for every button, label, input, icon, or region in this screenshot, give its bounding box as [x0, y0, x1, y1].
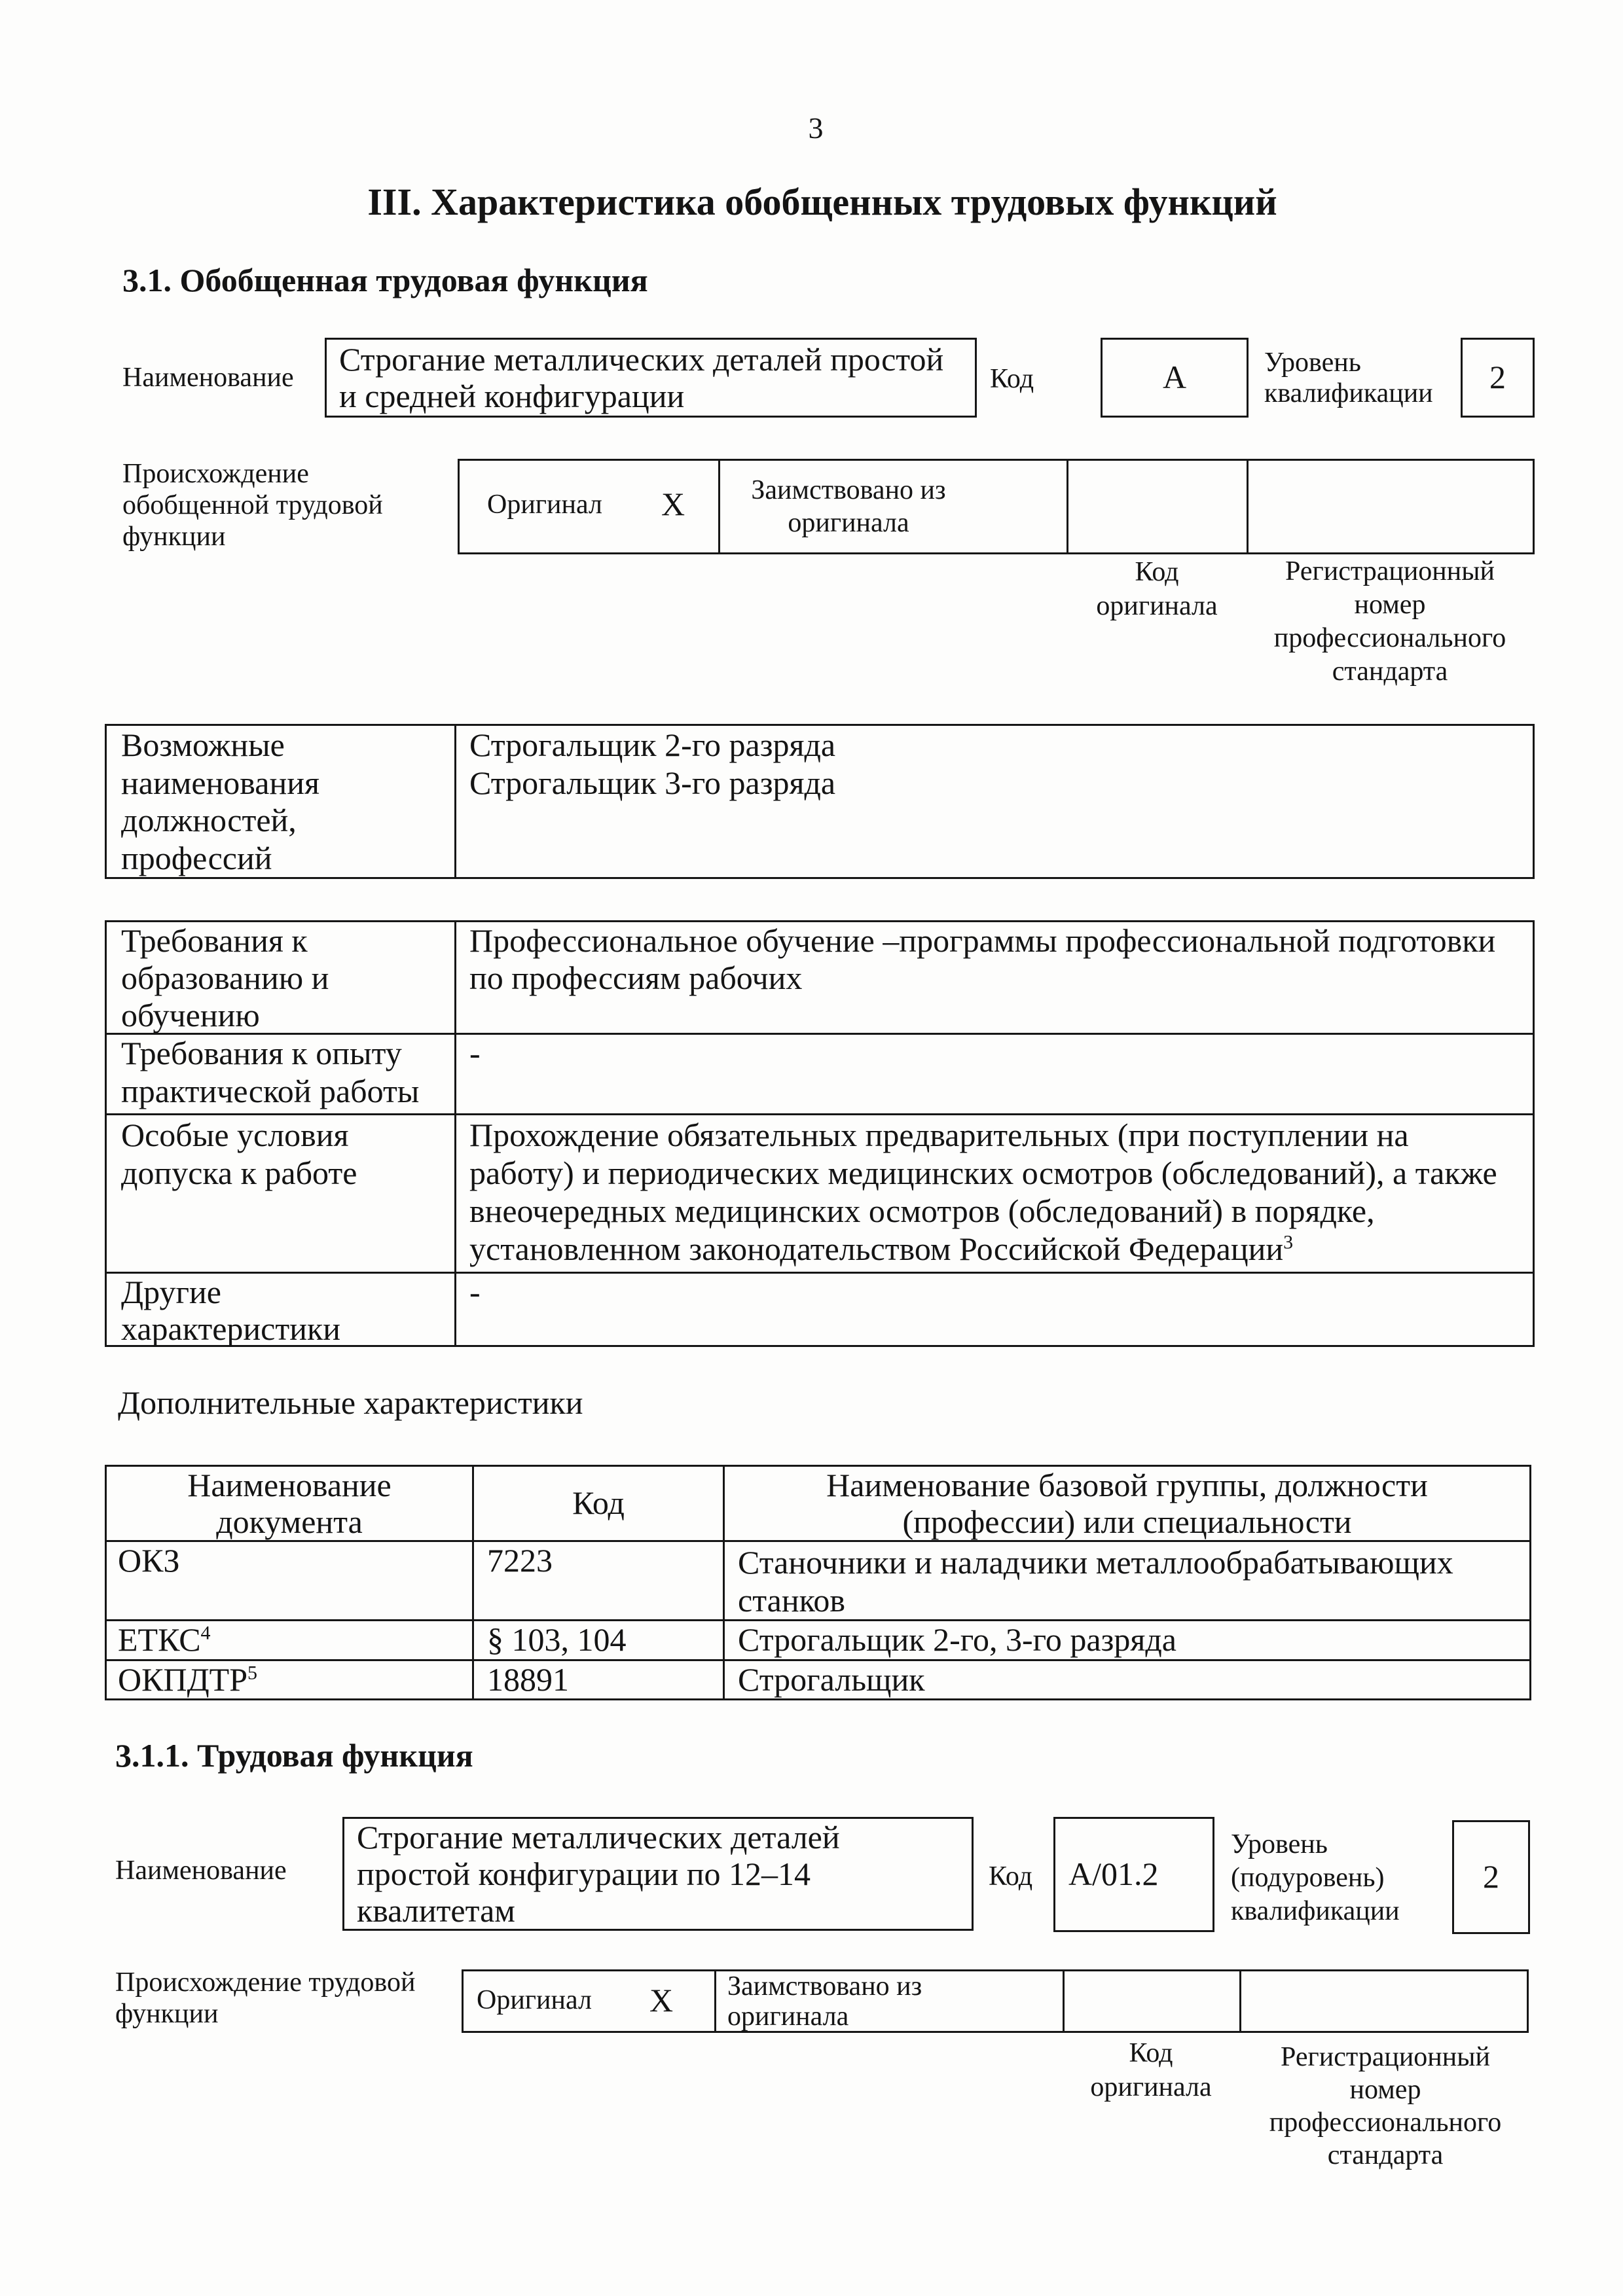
requirement-label-line: характеристики [121, 1310, 341, 1347]
reg-number-caption-line: профессионального [1273, 623, 1506, 653]
requirement-label-line: Требования к опыту [121, 1035, 402, 1071]
admission-conditions-label [105, 1113, 456, 1274]
origin-reg-number-cell [1239, 1969, 1529, 2033]
origin-borrowed-label-line: Заимствовано из [727, 1971, 922, 2001]
positions-label-line: Возможные [121, 726, 285, 763]
requirement-value-line: Прохождение обязательных предварительных (при поступлении на [469, 1117, 1409, 1153]
requirement-value-text: установленном законодательством Российской Федерации [469, 1230, 1284, 1267]
experience-requirements-label [105, 1033, 456, 1115]
lf-level-label [1231, 1828, 1400, 1928]
other-characteristics-label [105, 1272, 456, 1347]
requirement-value-line: - [469, 1035, 481, 1071]
row-code-text: 7223 [487, 1542, 553, 1579]
header-group-line: (профессии) или специальности [902, 1503, 1352, 1540]
row-document [105, 1659, 474, 1700]
lf-level-box [1452, 1820, 1530, 1934]
lf-code-box [1053, 1817, 1214, 1932]
requirement-label-line: образованию и [121, 960, 329, 996]
requirement-label-line: обучению [121, 997, 260, 1033]
original-code-caption [1053, 2036, 1249, 2104]
header-code-text: Код [572, 1484, 625, 1522]
original-code-caption-line: оригинала [1096, 591, 1218, 621]
gf-name-label: Наименование [122, 363, 294, 393]
row-document [105, 1540, 474, 1621]
page-number: 3 [808, 111, 824, 145]
reg-number-caption-line: стандарта [1332, 656, 1448, 687]
education-requirements-label [105, 920, 456, 1035]
reg-number-caption-line: стандарта [1327, 2140, 1444, 2170]
origin-borrowed-label [727, 1971, 922, 2032]
row-code [472, 1619, 725, 1661]
requirement-label-line: практической работы [121, 1072, 420, 1109]
requirements-table [105, 920, 1535, 1347]
gf-level-label [1264, 348, 1433, 409]
gf-origin-label-line: Происхождение [122, 459, 309, 489]
row-code [472, 1540, 725, 1621]
origin-code-cell [1063, 1969, 1241, 2033]
lf-origin-label-line: Происхождение трудовой [115, 1967, 416, 1998]
reg-number-caption-line: номер [1349, 2075, 1421, 2105]
reg-number-caption-line: Регистрационный [1285, 556, 1495, 586]
gf-code-label: Код [990, 364, 1034, 394]
header-document [105, 1465, 474, 1542]
additional-characteristics-title: Дополнительные характеристики [118, 1384, 583, 1421]
lf-name-label: Наименование [115, 1856, 287, 1886]
lf-origin-label-line: функции [115, 1999, 219, 2029]
row-group-line: станков [738, 1582, 845, 1619]
origin-original-cell [462, 1969, 716, 2033]
row-group [723, 1659, 1531, 1700]
origin-original-label: Оригинал [477, 1985, 592, 2015]
positions-label-line: профессий [121, 839, 272, 876]
lf-code-label: Код [989, 1861, 1033, 1892]
additional-characteristics-table [105, 1465, 1531, 1700]
origin-borrowed-cell [718, 459, 1068, 554]
experience-requirements-value [454, 1033, 1535, 1115]
origin-borrowed-cell [714, 1969, 1065, 2033]
gf-code-box [1101, 338, 1249, 418]
gf-origin-label-line: обобщенной трудовой [122, 490, 383, 520]
lf-level-value: 2 [1483, 1858, 1499, 1895]
section-title: III. Характеристика обобщенных трудовых функций [367, 181, 1277, 223]
original-code-caption-line: Код [1135, 557, 1179, 587]
origin-original-cell [458, 459, 720, 554]
position-title: Строгальщик 3-го разряда [469, 764, 836, 801]
admission-conditions-value [454, 1113, 1535, 1274]
requirement-label-line: Другие [121, 1274, 221, 1310]
lf-name-line: Строгание металлических деталей [357, 1819, 840, 1856]
lf-name-line: квалитетам [357, 1892, 515, 1929]
gf-level-label-line: Уровень [1264, 348, 1361, 378]
labor-function-heading: 3.1.1. Трудовая функция [115, 1737, 473, 1774]
footnote-marker: 4 [200, 1622, 211, 1644]
gf-level-label-line: квалификации [1264, 378, 1433, 408]
row-document-line [118, 1621, 472, 1659]
row-document-text: ОКПДТР [118, 1661, 248, 1698]
education-requirements-value [454, 920, 1535, 1035]
row-document-line [118, 1661, 472, 1699]
gf-level-value: 2 [1489, 359, 1506, 396]
possible-positions-table [105, 724, 1535, 879]
original-code-caption-line: Код [1129, 2038, 1173, 2068]
requirement-label-line: допуска к работе [121, 1155, 357, 1191]
lf-origin-label [115, 1967, 415, 2030]
gf-origin-label [122, 458, 383, 552]
origin-original-mark: X [661, 486, 685, 522]
lf-level-label-line: квалификации [1231, 1896, 1400, 1926]
origin-borrowed-label-line: оригинала [788, 508, 909, 538]
original-code-caption-line: оригинала [1090, 2072, 1212, 2102]
footnote-marker: 3 [1283, 1231, 1294, 1253]
positions-label-cell [105, 724, 456, 879]
positions-label-line: наименования [121, 764, 319, 801]
requirement-label-line: Особые условия [121, 1117, 349, 1153]
row-group [723, 1540, 1531, 1621]
origin-reg-number-cell [1247, 459, 1535, 554]
requirement-label-line: Требования к [121, 922, 308, 959]
row-code-text: § 103, 104 [487, 1621, 627, 1658]
header-group [723, 1465, 1531, 1542]
gf-level-box [1461, 338, 1535, 418]
gf-origin-table [458, 459, 1535, 554]
row-document-text: ЕТКС [118, 1621, 201, 1658]
origin-borrowed-label-line: Заимствовано из [751, 475, 946, 505]
row-group [723, 1619, 1531, 1661]
original-code-caption [1059, 555, 1255, 623]
header-group-line: Наименование базовой группы, должности [826, 1467, 1428, 1503]
requirement-value-line: по профессиям рабочих [469, 960, 803, 996]
header-document-line: документа [216, 1503, 363, 1540]
origin-borrowed-label-line: оригинала [727, 2001, 849, 2032]
lf-name-line: простой конфигурации по 12–14 [357, 1856, 811, 1892]
reg-number-caption-line: номер [1354, 590, 1426, 620]
requirement-value-line: Профессиональное обучение –программы профессиональной подготовки [469, 922, 1496, 959]
row-code-text: 18891 [487, 1661, 569, 1698]
row-group-line: Строгальщик 2-го, 3-го разряда [738, 1621, 1176, 1658]
reg-number-caption [1254, 2041, 1516, 2172]
other-characteristics-value [454, 1272, 1535, 1347]
origin-code-cell [1067, 459, 1249, 554]
requirement-value-line: внеочередных медицинских осмотров (обследований) в порядке, [469, 1193, 1375, 1229]
header-code [472, 1465, 725, 1542]
lf-level-label-line: Уровень [1231, 1829, 1328, 1859]
positions-label-line: должностей, [121, 802, 297, 838]
requirement-value-line [469, 1230, 1533, 1268]
origin-original-label: Оригинал [487, 490, 602, 520]
origin-original-mark: X [649, 1982, 674, 2018]
footnote-marker: 5 [247, 1662, 258, 1684]
row-group-line: Станочники и наладчики металлообрабатывающих [738, 1544, 1453, 1581]
row-code [472, 1659, 725, 1700]
gf-code-value: А [1162, 359, 1187, 396]
generalized-function-heading: 3.1. Обобщенная трудовая функция [122, 262, 648, 298]
lf-name-box [342, 1817, 974, 1931]
reg-number-caption-line: профессионального [1269, 2108, 1502, 2138]
lf-origin-table [462, 1969, 1529, 2033]
header-document-line: Наименование [187, 1467, 392, 1503]
lf-level-label-line: (подуровень) [1231, 1863, 1385, 1893]
requirement-value-line: работу) и периодических медицинских осмотров (обследований), а также [469, 1155, 1497, 1191]
lf-code-value: А/01.2 [1068, 1856, 1159, 1893]
row-document [105, 1619, 474, 1661]
origin-borrowed-label [731, 474, 966, 539]
row-group-line: Строгальщик [738, 1661, 925, 1698]
requirement-value-line: - [469, 1274, 481, 1310]
reg-number-caption [1259, 555, 1521, 689]
gf-name-line: и средней конфигурации [339, 378, 685, 414]
gf-name-line: Строгание металлических деталей простой [339, 341, 944, 378]
gf-origin-label-line: функции [122, 522, 226, 552]
positions-value-cell [454, 724, 1535, 879]
position-title: Строгальщик 2-го разряда [469, 726, 836, 763]
row-document-text: ОКЗ [118, 1542, 180, 1579]
gf-name-box [325, 338, 977, 418]
reg-number-caption-line: Регистрационный [1281, 2042, 1490, 2072]
